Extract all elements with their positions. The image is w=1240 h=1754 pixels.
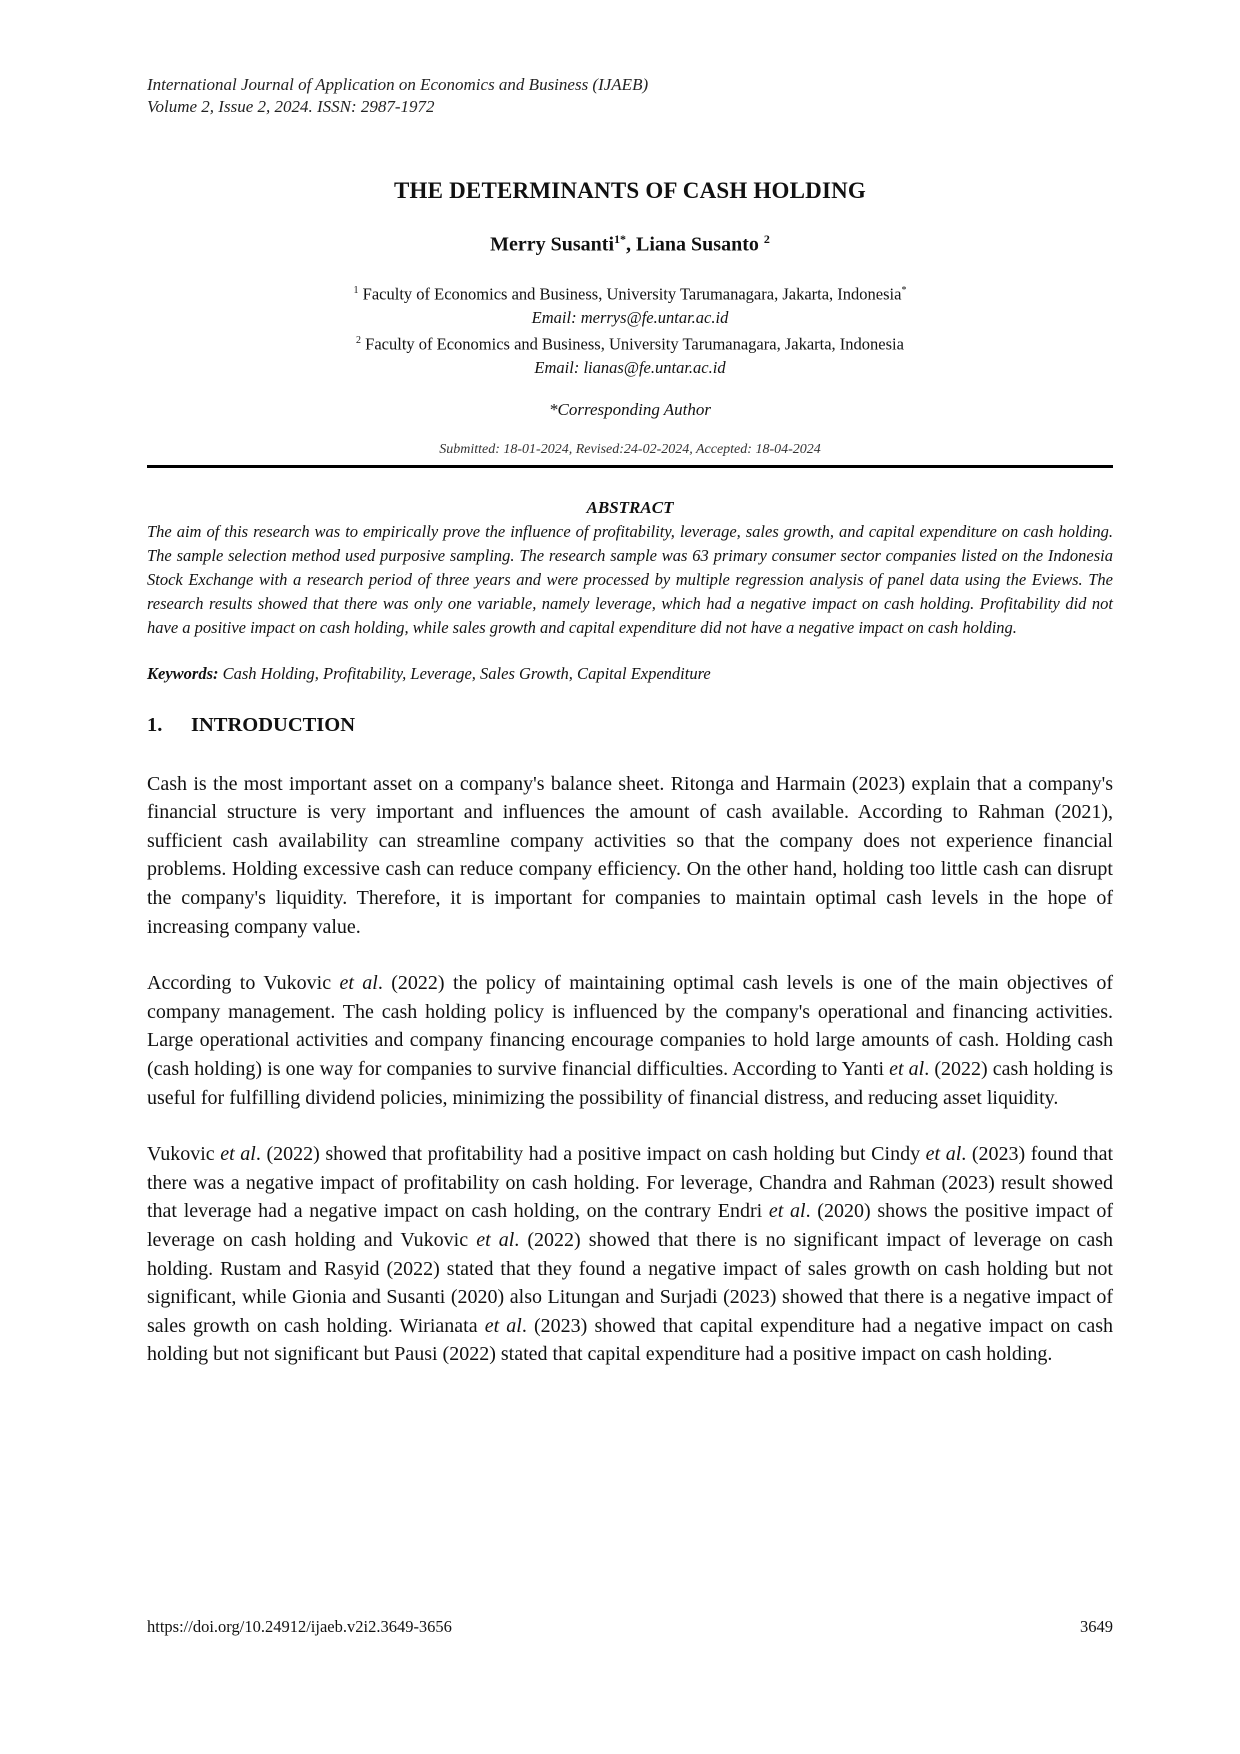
citation-etal: et al xyxy=(889,1058,925,1080)
body-paragraph: Cash is the most important asset on a company's balance sheet. Ritonga and Harmain (2023) explain that a company's financial structure is very important and influences the amount of cash available. According to Rahman (2021), sufficient cash availability can streamline company activities so that the company does not experience financial problems. Holding excessive cash can reduce company efficiency. On the other hand, holding too little cash can disrupt the company's liquidity. Therefore, it is important for companies to maintain optimal cash levels in the hope of increasing company value. xyxy=(147,772,1113,938)
body-paragraph xyxy=(147,1140,1113,1369)
affiliations xyxy=(147,279,1113,380)
journal-name: International Journal of Application on Economics and Business (IJAEB) xyxy=(147,75,649,94)
paragraph-text: . (2022) showed that profitability had a positive impact on cash holding but Cindy xyxy=(255,1143,926,1166)
affiliation-line xyxy=(147,329,1113,356)
citation-etal: et al xyxy=(220,1143,256,1166)
paragraph-text: Vukovic xyxy=(147,1143,221,1166)
affiliation-number: 2 xyxy=(356,335,362,347)
affiliation-text: Faculty of Economics and Business, University Tarumanagara, Jakarta, Indonesia xyxy=(358,284,902,304)
journal-header xyxy=(147,74,1113,118)
paragraph-text: . (2023) showed that capital expenditure had a negative impact on cash holding but not significant but Pausi (2022) stated that capital expenditure had a positive impact on cash holding. xyxy=(147,1314,1113,1366)
affiliation-line xyxy=(147,279,1113,306)
author-email: Email: merrys@fe.untar.ac.id xyxy=(531,307,729,327)
paragraph-text: . (2022) the policy of maintaining optimal cash levels is one of the main objectives of company management. The cash holding policy is influenced by the company's operational and financing activities. Large operational activities and company financing encourage companies to hold large amounts of cash. Holding cash (cash holding) is one way for companies to survive financial difficulties. According to Yanti xyxy=(147,972,1113,1080)
author-email: Email: lianas@fe.untar.ac.id xyxy=(534,358,726,378)
corresponding-mark: * xyxy=(901,284,907,296)
paper-page xyxy=(147,74,1113,1369)
citation-etal: et al xyxy=(484,1314,522,1337)
author-name: Merry Susanti xyxy=(490,233,615,256)
author-separator: , xyxy=(626,233,637,256)
citation-etal: et al xyxy=(339,972,378,995)
author-superscript: 2 xyxy=(763,232,770,246)
paragraph-text: . (2022) showed that there is no significant impact of leverage on cash holding. Rustam and Rasyid (2022) stated that they found a negative impact of sales growth on cash holding but not significant, while Gionia and Susanti (2020) also Litungan and Surjadi (2023) showed that there is a negative impact of sales growth on cash holding. Wirianata xyxy=(147,1228,1113,1337)
section-heading xyxy=(147,714,1113,737)
citation-etal: et al xyxy=(768,1200,806,1223)
affiliation-number: 1 xyxy=(353,284,359,296)
paragraph-text: . (2020) shows the positive impact of leverage on cash holding and Vukovic xyxy=(147,1200,1113,1251)
author-superscript: 1* xyxy=(614,232,627,246)
paragraph-text: . (2022) cash holding is useful for fulfilling dividend policies, minimizing the possibility of financial distress, and reducing asset liquidity. xyxy=(147,1058,1114,1109)
author-list xyxy=(147,232,1113,257)
abstract-heading: ABSTRACT xyxy=(586,497,674,517)
section-number: 1. xyxy=(147,713,163,736)
header-divider xyxy=(147,465,1113,468)
affiliation-text: Faculty of Economics and Business, University Tarumanagara, Jakarta, Indonesia xyxy=(361,334,904,354)
submission-dates: Submitted: 18-01-2024, Revised:24-02-2024, Accepted: 18-04-2024 xyxy=(439,441,821,457)
paper-title: THE DETERMINANTS OF CASH HOLDING xyxy=(393,178,866,203)
paragraph-text: . (2023) found that there was a negative impact of profitability on cash holding. For leverage, Chandra and Rahman (2023) result showed that leverage had a negative impact on cash holding, on the contrary Endri xyxy=(147,1143,1114,1223)
journal-volume: Volume 2, Issue 2, 2024. ISSN: 2987-1972 xyxy=(147,97,435,116)
keywords-label: Keywords: xyxy=(147,663,219,683)
keywords-list: Cash Holding, Profitability, Leverage, Sales Growth, Capital Expenditure xyxy=(218,663,711,683)
citation-etal: et al xyxy=(476,1228,515,1251)
doi-link[interactable]: https://doi.org/10.24912/ijaeb.v2i2.3649-3656 xyxy=(147,1617,452,1636)
keywords xyxy=(147,664,1113,684)
abstract-body: The aim of this research was to empirically prove the influence of profitability, leverage, sales growth, and capital expenditure on cash holding. The sample selection method used purposive sampling. The research sample was 63 primary consumer sector companies listed on the Indonesia Stock Exchange with a research period of three years and were processed by multiple regression analysis of panel data using the Eviews. The research results showed that there was only one variable, namely leverage, which had a negative impact on cash holding. Profitability did not have a positive impact on cash holding, while sales growth and capital expenditure did not have a negative impact on cash holding. xyxy=(147,521,1113,637)
section-title: INTRODUCTION xyxy=(191,713,356,736)
corresponding-author-note: *Corresponding Author xyxy=(549,399,711,419)
page-footer xyxy=(147,1617,1113,1637)
page-number: 3649 xyxy=(1080,1617,1113,1636)
citation-etal: et al xyxy=(925,1143,962,1166)
paragraph-text: According to Vukovic xyxy=(147,972,340,995)
body-paragraph xyxy=(147,969,1113,1112)
author-name: Liana Susanto xyxy=(636,233,764,256)
